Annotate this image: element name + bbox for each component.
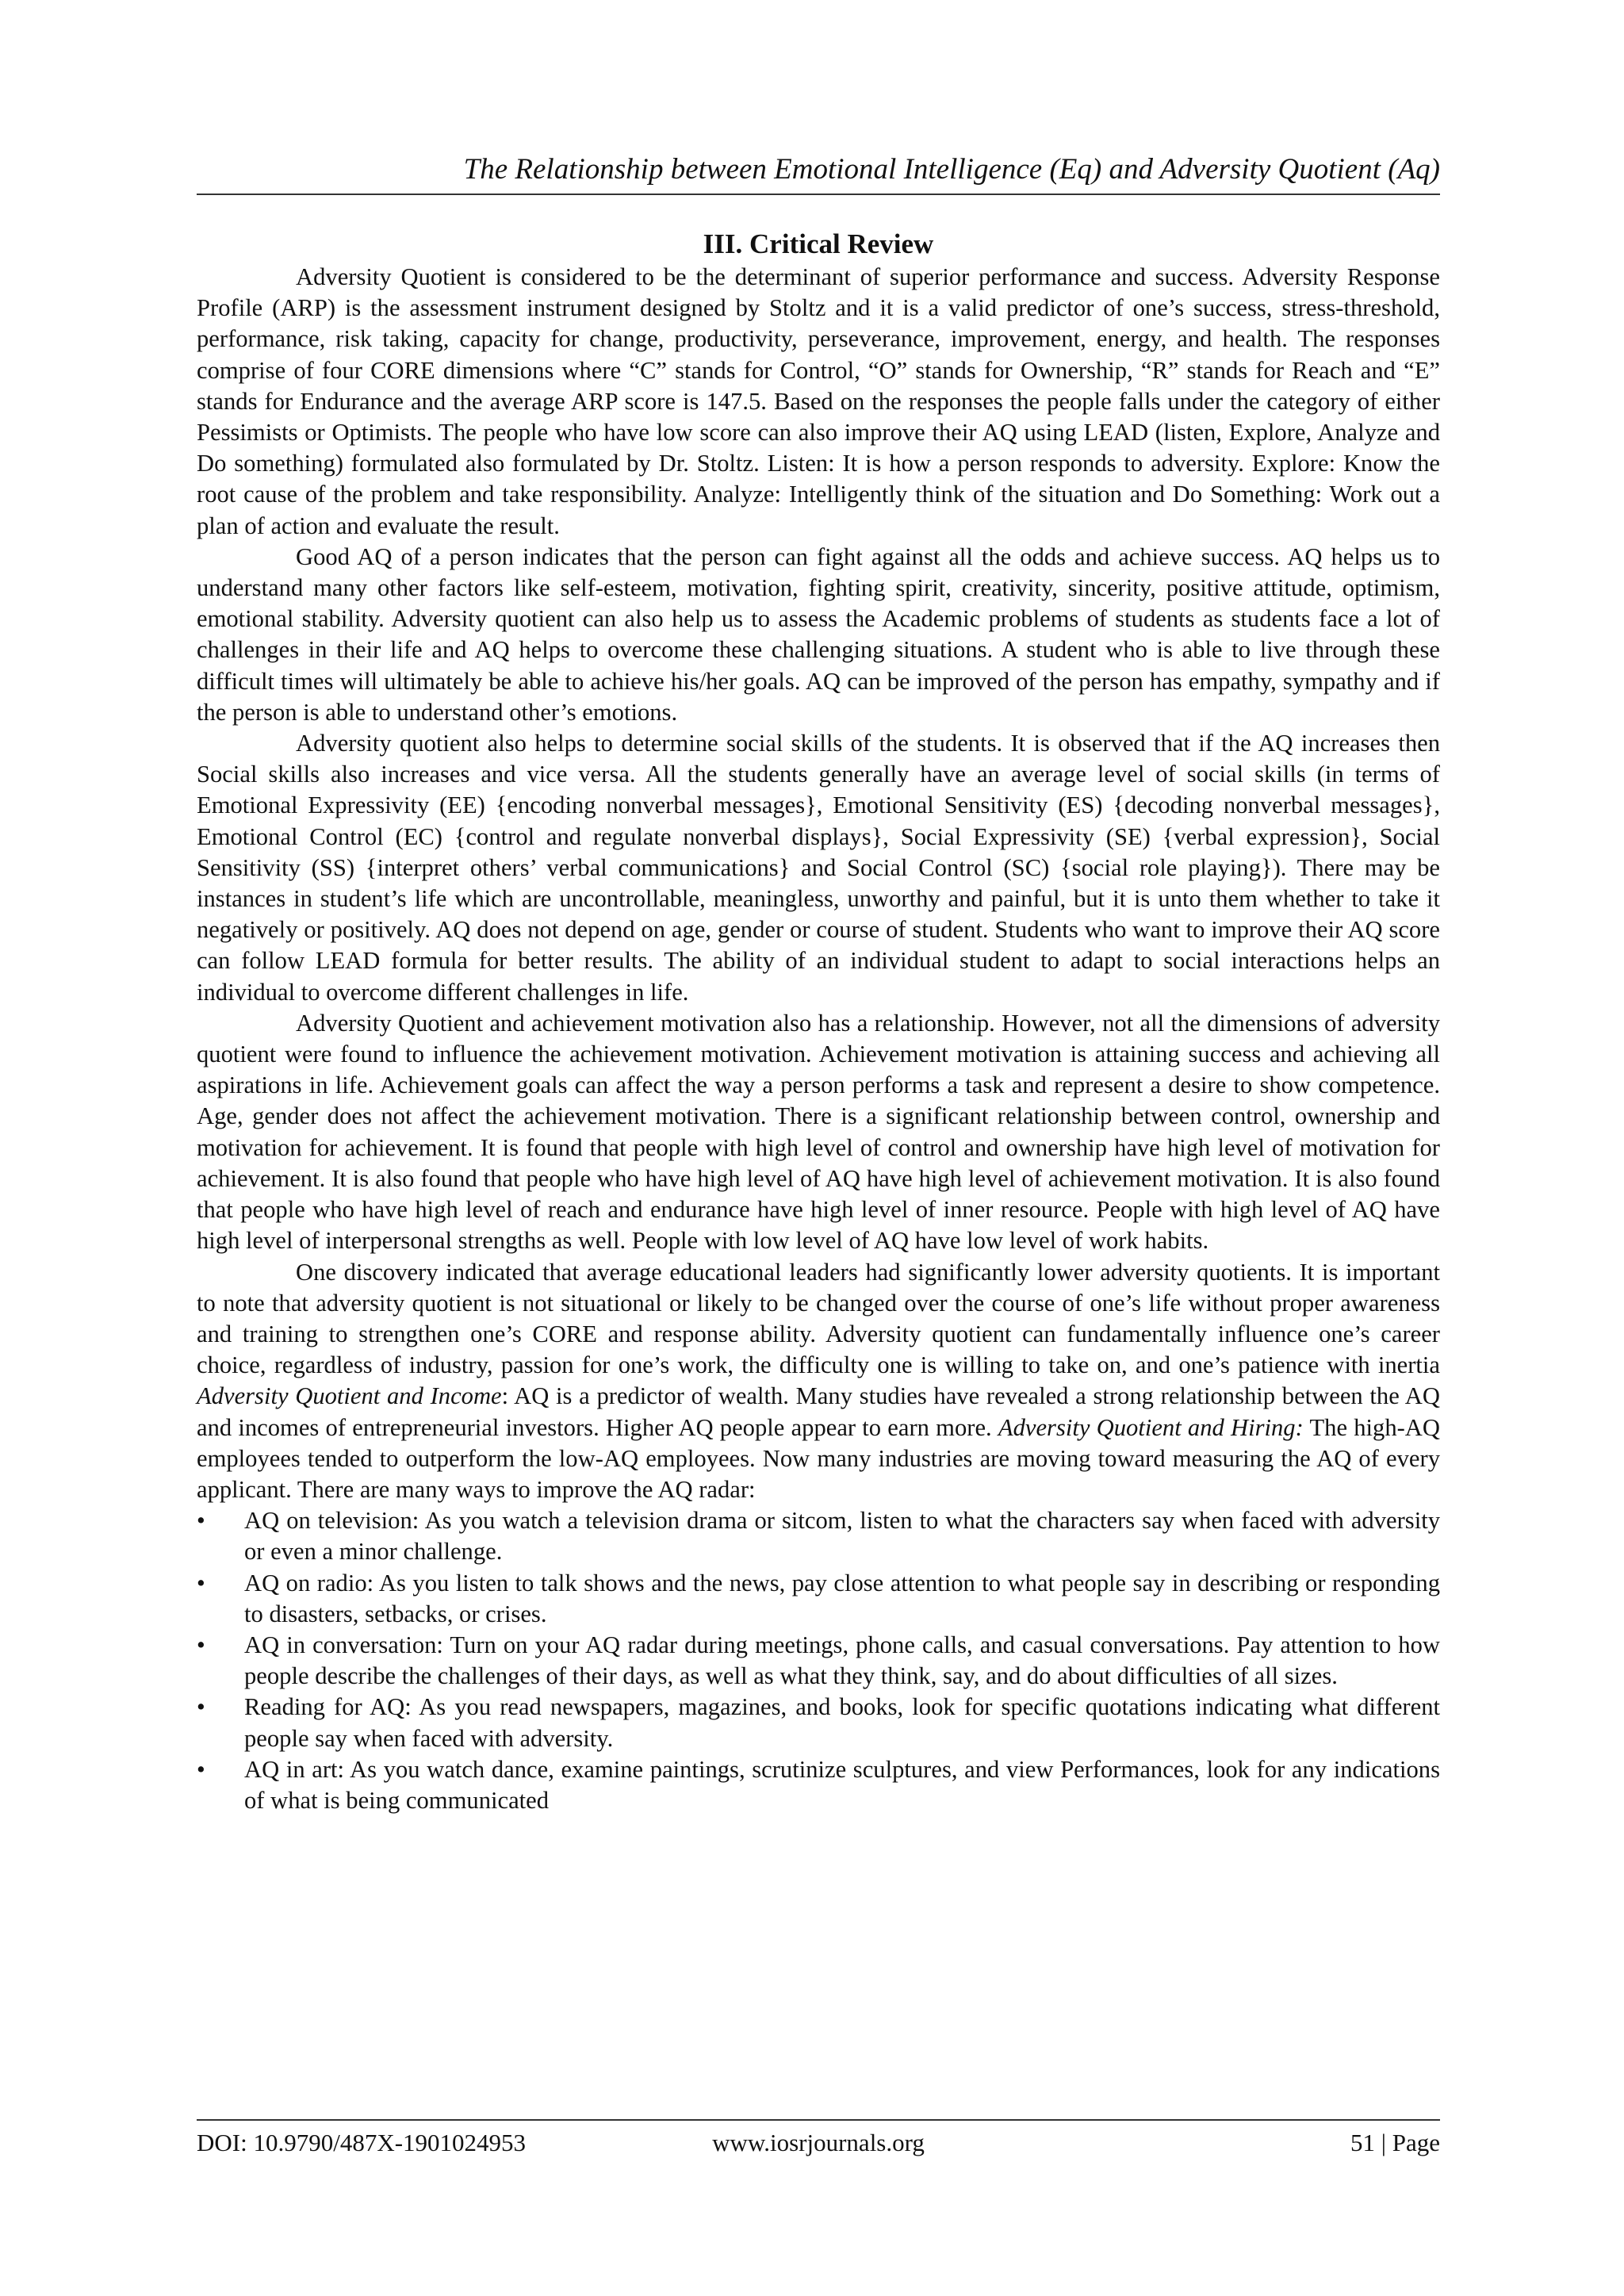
running-header: The Relationship between Emotional Intelligence (Eq) and Adversity Quotient (Aq) xyxy=(197,151,1440,195)
paragraph-1: Adversity Quotient is considered to be the determinant of superior performance and success. Adversity Response Profile (ARP) is the assessment instrument designed by Stoltz and it is a valid predictor of one’s success, stress-threshold, performance, risk taking, capacity for change, productivity, perseverance, improvement, energy, and health. The responses comprise of four CORE dimensions where “C” stands for Control, “O” stands for Ownership, “R” stands for Reach and “E” stands for Endurance and the average ARP score is 147.5. Based on the responses the people falls under the category of either Pessimists or Optimists. The people who have low score can also improve their AQ using LEAD (listen, Explore, Analyze and Do something) formulated also formulated by Dr. Stoltz. Listen: It is how a person responds to adversity. Explore: Know the root cause of the problem and take responsibility. Analyze: Intelligently think of the situation and Do Something: Work out a plan of action and evaluate the result. xyxy=(197,263,1440,539)
article-body xyxy=(197,262,1440,1816)
paragraph-4: Adversity Quotient and achievement motivation also has a relationship. However, not all the dimensions of adversity quotient were found to influence the achievement motivation. Achievement motivation is attaining success and achieving all aspirations in life. Achievement goals can affect the way a person performs a task and represent a desire to show competence. Age, gender does not affect the achievement motivation. There is a significant relationship between control, ownership and motivation for achievement. It is found that people with high level of control and ownership have high level of motivation for achievement. It is also found that people who have high level of AQ have high level of achievement motivation. It is also found that people who have high level of reach and endurance have high level of inner resource. People with high level of AQ have high level of interpersonal strengths as well. People with low level of AQ have low level of work habits. xyxy=(197,1009,1440,1255)
footer-doi: DOI: 10.9790/487X-1901024953 xyxy=(197,2129,527,2156)
list-item: • Reading for AQ: As you read newspapers, magazines, and books, look for specific quotations indicating what different people say when faced with adversity. xyxy=(197,1692,1440,1754)
page xyxy=(197,151,1440,1816)
footer-page-number: 51 | Page xyxy=(1350,2129,1440,2156)
section-title: III. Critical Review xyxy=(703,228,934,259)
list-item: • AQ on television: As you watch a television drama or sitcom, listen to what the characters say when faced with adversity or even a minor challenge. xyxy=(197,1505,1440,1567)
list-item: • AQ in conversation: Turn on your AQ radar during meetings, phone calls, and casual conversations. Pay attention to how people describe the challenges of their days, as well as what they think, say, and do about difficulties of all sizes. xyxy=(197,1630,1440,1692)
paragraph-5-text-3: The high-AQ employees tended to outperform the low-AQ employees. Now many industries are moving toward measuring the AQ of every applicant. There are many ways to improve the AQ radar: xyxy=(197,1413,1440,1503)
paragraph-5-text-2: : AQ is a predictor of wealth. Many studies have revealed a strong relationship between the AQ and incomes of entrepreneurial investors. Higher AQ people appear to earn more. xyxy=(197,1382,1440,1441)
list-item: • AQ on radio: As you listen to talk shows and the news, pay close attention to what people say in describing or responding to disasters, setbacks, or crises. xyxy=(197,1568,1440,1630)
italic-term-hiring: Adversity Quotient and Hiring: xyxy=(998,1413,1304,1441)
paragraph-5-text-1: One discovery indicated that average educational leaders had significantly lower adversity quotients. It is important to note that adversity quotient is not situational or likely to be changed over the course of one’s life without proper awareness and training to strengthen one’s CORE and response ability. Adversity quotient can fundamentally influence one’s career choice, regardless of industry, passion for one’s work, the difficulty one is willing to take on, and one’s patience with inertia xyxy=(197,1258,1440,1379)
italic-term-income: Adversity Quotient and Income xyxy=(197,1382,502,1410)
page-footer xyxy=(197,2119,1440,2156)
list-item: • AQ in art: As you watch dance, examine paintings, scrutinize sculptures, and view Performances, look for any indications of what is being communicated xyxy=(197,1754,1440,1816)
paragraph-5 xyxy=(197,1257,1440,1506)
paragraph-3: Adversity quotient also helps to determine social skills of the students. It is observed that if the AQ increases then Social skills also increases and vice versa. All the students generally have an average level of social skills (in terms of Emotional Expressivity (EE) {encoding nonverbal messages}, Emotional Sensitivity (ES) {decoding nonverbal messages}, Emotional Control (EC) {control and regulate nonverbal displays}, Social Expressivity (SE) {verbal expression}, Social Sensitivity (SS) {interpret others’ verbal communications} and Social Control (SC) {social role playing}). There may be instances in student’s life which are uncontrollable, meaningless, unworthy and painful, but it is unto them whether to take it negatively or positively. AQ does not depend on age, gender or course of student. Students who want to improve their AQ score can follow LEAD formula for better results. The ability of an individual student to adapt to social interactions helps an individual to overcome different challenges in life. xyxy=(197,730,1440,1006)
paragraph-2: Good AQ of a person indicates that the person can fight against all the odds and achieve success. AQ helps us to understand many other factors like self-esteem, motivation, fighting spirit, creativity, sincerity, positive attitude, optimism, emotional stability. Adversity quotient can also help us to assess the Academic problems of students as students face a lot of challenges in their life and AQ helps to overcome these challenging situations. A student who is able to live through these difficult times will ultimately be able to achieve his/her goals. AQ can be improved of the person has empathy, sympathy and if the person is able to understand other’s emotions. xyxy=(197,542,1440,726)
aq-radar-list xyxy=(197,1505,1440,1816)
footer-website: www.iosrjournals.org xyxy=(712,2129,925,2156)
